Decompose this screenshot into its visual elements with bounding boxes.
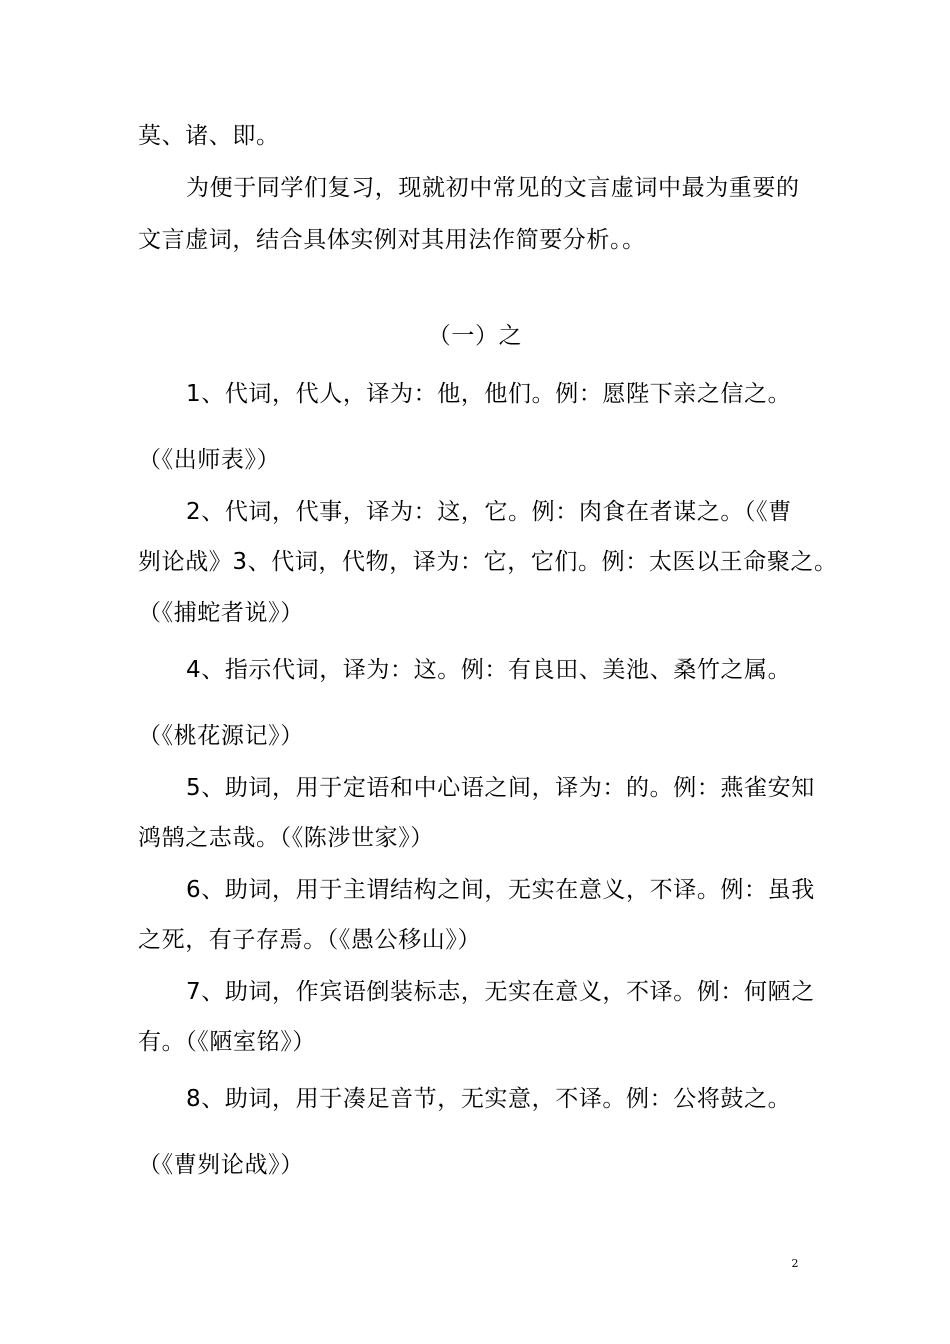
text-line: 莫、诸、即。 [138,123,280,149]
text-line: 1、代词，代人，译为：他，他们。例：愿陛下亲之信之。 [186,381,792,407]
text-line: 之死，有子存焉。（《愚公移山》） [138,927,482,953]
text-line: 8、助词，用于凑足音节，无实意，不译。例：公将鼓之。 [186,1086,792,1112]
text-line: （《出师表》） [138,447,281,473]
text-line: 为便于同学们复习，现就初中常见的文言虚词中最为重要的 [186,175,800,201]
text-line: 4、指示代词，译为：这。例：有良田、美池、桑竹之属。 [186,657,792,683]
text-line: 刿论战》3、代词，代物，译为：它，它们。例：太医以王命聚之。 [138,549,838,575]
text-line: 2、代词，代事，译为：这，它。例：肉食在者谋之。（《曹 [186,499,792,525]
text-line: （《捕蛇者说》） [138,600,304,626]
text-line: 鸿鹄之志哉。（《陈涉世家》） [138,825,434,851]
text-line: 5、助词，用于定语和中心语之间，译为：的。例：燕雀安知 [186,775,815,801]
text-line: 有。（《陋室铭》） [138,1029,316,1055]
text-line: 7、助词，作宾语倒装标志，无实在意义，不译。例：何陋之 [186,979,815,1005]
text-line: （《曹刿论战》） [138,1152,304,1178]
page-number: 2 [791,1257,799,1270]
text-line: （《桃花源记》） [138,723,304,749]
section-heading: （一）之 [427,323,523,349]
text-line: 文言虚词，结合具体实例对其用法作简要分析。。 [138,227,646,253]
text-line: 6、助词，用于主谓结构之间，无实在意义，不译。例：虽我 [186,877,815,903]
